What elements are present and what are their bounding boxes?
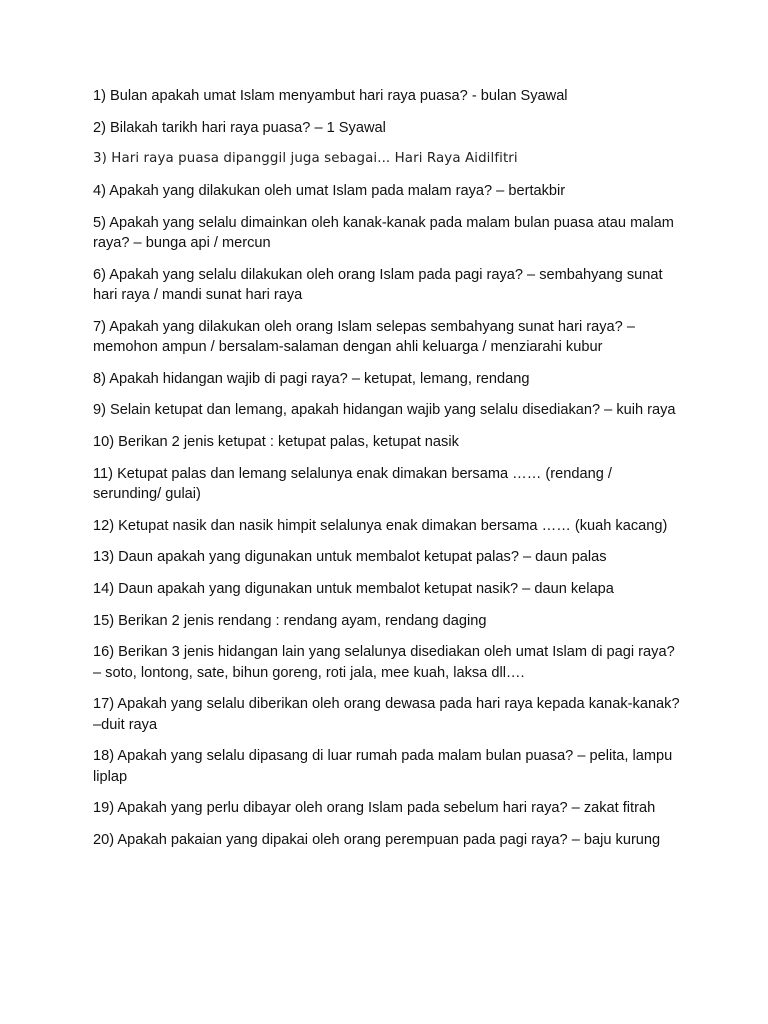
question-item-7: 7) Apakah yang dilakukan oleh orang Islam selepas sembahyang sunat hari raya? – memohon ampun / bersalam-salaman dengan ahli keluarga / menziarahi kubur [93, 318, 635, 356]
question-item-15: 15) Berikan 2 jenis rendang : rendang ayam, rendang daging [93, 612, 487, 629]
question-item-1: 1) Bulan apakah umat Islam menyambut hari raya puasa? - bulan Syawal [93, 88, 568, 104]
question-item-20: 20) Apakah pakaian yang dipakai oleh orang perempuan pada pagi raya? – baju kurung [93, 831, 661, 848]
question-item-3: 3) Hari raya puasa dipanggil juga sebagai... Hari Raya Aidilfitri [93, 151, 518, 167]
question-item-14: 14) Daun apakah yang digunakan untuk membalot ketupat nasik? – daun kelapa [93, 580, 614, 597]
question-list [93, 86, 683, 861]
question-item-12: 12) Ketupat nasik dan nasik himpit selalunya enak dimakan bersama …… (kuah kacang) [93, 517, 668, 534]
question-item-9: 9) Selain ketupat dan lemang, apakah hidangan wajib yang selalu disediakan? – kuih raya [93, 402, 676, 419]
question-item-19: 19) Apakah yang perlu dibayar oleh orang Islam pada sebelum hari raya? – zakat fitrah [93, 800, 656, 817]
question-item-16: 16) Berikan 3 jenis hidangan lain yang selalunya disediakan oleh umat Islam di pagi raya? – soto, lontong, sate, bihun goreng, roti jala, mee kuah, laksa dll…. [93, 644, 675, 681]
question-item-6: 6) Apakah yang selalu dilakukan oleh orang Islam pada pagi raya? – sembahyang sunat hari raya / mandi sunat hari raya [93, 266, 663, 304]
question-item-2: 2) Bilakah tarikh hari raya puasa? – 1 Syawal [93, 119, 386, 136]
question-item-11: 11) Ketupat palas dan lemang selalunya enak dimakan bersama …… (rendang / serunding/ gulai) [93, 465, 612, 503]
question-item-4: 4) Apakah yang dilakukan oleh umat Islam pada malam raya? – bertakbir [93, 183, 566, 200]
question-item-10: 10) Berikan 2 jenis ketupat : ketupat palas, ketupat nasik [93, 433, 459, 450]
question-item-18: 18) Apakah yang selalu dipasang di luar rumah pada malam bulan puasa? – pelita, lampu liplap [93, 748, 673, 785]
question-item-17: 17) Apakah yang selalu diberikan oleh orang dewasa pada hari raya kepada kanak-kanak? –duit raya [93, 696, 680, 733]
question-item-5: 5) Apakah yang selalu dimainkan oleh kanak-kanak pada malam bulan puasa atau malam raya? – bunga api / mercun [93, 214, 674, 252]
question-item-13: 13) Daun apakah yang digunakan untuk membalot ketupat palas? – daun palas [93, 549, 607, 566]
question-item-8: 8) Apakah hidangan wajib di pagi raya? – ketupat, lemang, rendang [93, 370, 530, 387]
